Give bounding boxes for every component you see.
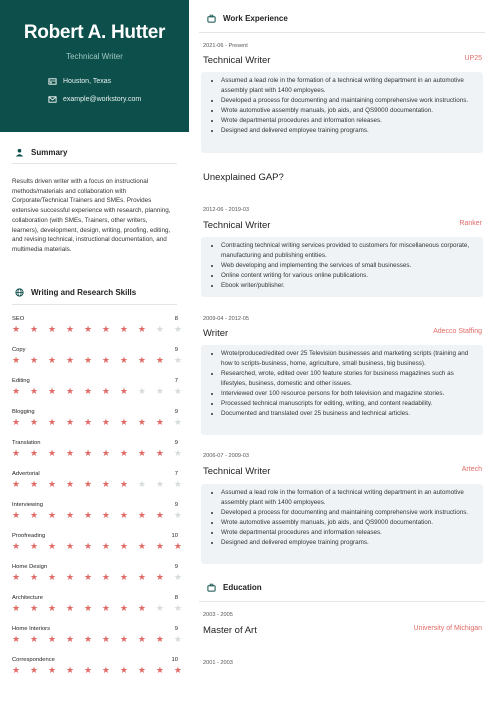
star-icon: ★ xyxy=(101,572,110,582)
skill-row xyxy=(12,440,182,471)
star-icon: ★ xyxy=(65,572,75,582)
skill-rating xyxy=(12,324,182,334)
star-icon: ★ xyxy=(155,386,164,396)
job-bullets xyxy=(201,345,483,435)
star-icon: ★ xyxy=(155,665,164,675)
star-icon: ★ xyxy=(101,386,110,396)
work-heading xyxy=(207,14,288,23)
star-icon: ★ xyxy=(65,665,75,675)
star-icon: ★ xyxy=(12,479,21,489)
skill-name: Architecture xyxy=(12,595,43,601)
star-icon: ★ xyxy=(101,634,110,644)
star-icon: ★ xyxy=(47,541,57,551)
job-bullet: • Researched, wrote, edited over 100 feature stories for business magazines such as lifestyles, business, domestic and other issues. xyxy=(221,369,475,389)
star-icon: ★ xyxy=(12,324,21,334)
star-icon: ★ xyxy=(155,417,164,427)
star-icon: ★ xyxy=(29,448,39,458)
star-icon: ★ xyxy=(173,510,182,520)
star-icon: ★ xyxy=(12,510,21,520)
job-bullet: • Interviewed over 100 resource persons for both television and magazine stories. xyxy=(221,389,475,399)
skill-level: 9 xyxy=(174,440,178,446)
star-icon: ★ xyxy=(119,417,128,427)
star-icon: ★ xyxy=(47,417,57,427)
skill-row xyxy=(12,626,182,657)
envelope-icon xyxy=(48,95,57,104)
skill-level: 9 xyxy=(174,626,178,632)
job-bullets xyxy=(201,484,483,564)
skills-divider xyxy=(12,304,177,305)
skill-rating xyxy=(12,603,182,613)
skill-row xyxy=(12,378,182,409)
star-icon: ★ xyxy=(29,665,39,675)
email-text[interactable]: example@workstory.com xyxy=(63,96,142,103)
star-icon: ★ xyxy=(47,448,57,458)
education-date: 2003 - 2005 xyxy=(203,612,233,618)
skill-row xyxy=(12,564,182,595)
star-icon: ★ xyxy=(119,634,128,644)
skill-rating xyxy=(12,417,182,427)
summary-heading xyxy=(15,148,67,157)
star-icon: ★ xyxy=(29,386,39,396)
star-icon: ★ xyxy=(83,417,93,427)
star-icon: ★ xyxy=(173,324,182,334)
star-icon: ★ xyxy=(119,572,128,582)
skill-rating xyxy=(12,572,182,582)
star-icon: ★ xyxy=(101,324,110,334)
skill-name: Correspondence xyxy=(12,657,55,663)
star-icon: ★ xyxy=(155,324,164,334)
job-date: 2009-04 - 2012-05 xyxy=(203,316,250,322)
star-icon: ★ xyxy=(173,355,182,365)
skills-heading-label: Writing and Research Skills xyxy=(31,288,137,297)
star-icon: ★ xyxy=(65,448,75,458)
star-icon: ★ xyxy=(101,448,110,458)
star-icon: ★ xyxy=(29,541,39,551)
summary-heading-label: Summary xyxy=(31,148,68,157)
star-icon: ★ xyxy=(83,665,93,675)
skill-rating xyxy=(12,355,182,365)
job-bullet: • Wrote departmental procedures and information releases. xyxy=(221,116,475,126)
skill-rating xyxy=(12,386,182,396)
skill-name: Translation xyxy=(12,440,41,446)
star-icon: ★ xyxy=(47,324,57,334)
star-icon: ★ xyxy=(12,572,21,582)
star-icon: ★ xyxy=(137,634,146,644)
job-company: Artech xyxy=(461,466,482,473)
star-icon: ★ xyxy=(83,479,93,489)
job-bullet: • Designed and delivered employee training programs. xyxy=(221,538,475,548)
star-icon: ★ xyxy=(101,479,110,489)
star-icon: ★ xyxy=(12,603,21,613)
star-icon: ★ xyxy=(119,665,128,675)
star-icon: ★ xyxy=(101,355,110,365)
star-icon: ★ xyxy=(65,386,75,396)
education-heading xyxy=(207,583,262,592)
summary-divider xyxy=(12,163,177,164)
star-icon: ★ xyxy=(173,417,182,427)
skill-level: 8 xyxy=(174,316,178,322)
star-icon: ★ xyxy=(155,634,164,644)
job-bullet: • Contracting technical writing services provided to customers for miscellaneous corporate, manufacturing and publishing entities. xyxy=(221,241,475,261)
star-icon: ★ xyxy=(101,665,110,675)
star-icon: ★ xyxy=(155,510,164,520)
star-icon: ★ xyxy=(29,479,39,489)
star-icon: ★ xyxy=(155,541,164,551)
star-icon: ★ xyxy=(65,603,75,613)
job-bullet: • Web developing and implementing the services of small businesses. xyxy=(221,261,475,271)
star-icon: ★ xyxy=(173,541,182,551)
star-icon: ★ xyxy=(101,603,110,613)
star-icon: ★ xyxy=(101,541,110,551)
education-date: 2001 - 2003 xyxy=(203,660,233,666)
star-icon: ★ xyxy=(65,634,75,644)
star-icon: ★ xyxy=(12,665,21,675)
star-icon: ★ xyxy=(65,479,75,489)
star-icon: ★ xyxy=(83,634,93,644)
star-icon: ★ xyxy=(65,510,75,520)
skill-name: Home Design xyxy=(12,564,48,570)
skill-row xyxy=(12,471,182,502)
skill-row xyxy=(12,657,182,688)
star-icon: ★ xyxy=(29,510,39,520)
building-icon xyxy=(48,77,57,86)
star-icon: ★ xyxy=(29,355,39,365)
star-icon: ★ xyxy=(47,634,57,644)
skill-name: Blogging xyxy=(12,409,35,415)
skill-level: 9 xyxy=(174,409,178,415)
star-icon: ★ xyxy=(137,417,146,427)
job-bullet: • Processed technical manuscripts for editing, writing, and content readability. xyxy=(221,399,475,409)
candidate-name: Robert A. Hutter xyxy=(23,22,166,43)
star-icon: ★ xyxy=(83,386,93,396)
star-icon: ★ xyxy=(137,572,146,582)
job-bullet: • Wrote automotive assembly manuals, job aids, and QS9000 documentation. xyxy=(221,106,475,116)
skill-level: 10 xyxy=(171,533,178,539)
star-icon: ★ xyxy=(47,355,57,365)
star-icon: ★ xyxy=(83,448,93,458)
job-role: Technical Writer xyxy=(203,220,271,231)
sidebar xyxy=(0,0,189,702)
star-icon: ★ xyxy=(155,448,164,458)
star-icon: ★ xyxy=(12,448,21,458)
skill-level: 9 xyxy=(174,347,178,353)
contact-email[interactable] xyxy=(48,95,189,104)
star-icon: ★ xyxy=(173,479,182,489)
skill-rating xyxy=(12,479,182,489)
skill-level: 10 xyxy=(171,657,178,663)
star-icon: ★ xyxy=(137,324,146,334)
briefcase-icon xyxy=(207,583,216,592)
star-icon: ★ xyxy=(47,603,57,613)
star-icon: ★ xyxy=(65,324,75,334)
skill-level: 9 xyxy=(174,564,178,570)
briefcase-icon xyxy=(207,14,216,23)
skill-rating xyxy=(12,665,182,675)
job-bullet: • Developed a process for documenting and maintaining comprehensive work instructions. xyxy=(221,96,475,106)
star-icon: ★ xyxy=(47,510,57,520)
star-icon: ★ xyxy=(137,448,146,458)
skill-rating xyxy=(12,510,182,520)
skill-level: 7 xyxy=(174,471,178,477)
star-icon: ★ xyxy=(137,510,146,520)
skill-row xyxy=(12,533,182,564)
gap-note: Unexplained GAP? xyxy=(203,172,284,183)
star-icon: ★ xyxy=(65,417,75,427)
skill-row xyxy=(12,595,182,626)
star-icon: ★ xyxy=(47,386,57,396)
skill-row xyxy=(12,502,182,533)
education-heading-label: Education xyxy=(223,583,262,592)
star-icon: ★ xyxy=(173,665,182,675)
star-icon: ★ xyxy=(65,541,75,551)
job-company: Adecco Staffing xyxy=(433,328,482,335)
star-icon: ★ xyxy=(155,603,164,613)
star-icon: ★ xyxy=(155,479,164,489)
star-icon: ★ xyxy=(29,324,39,334)
star-icon: ★ xyxy=(12,355,21,365)
job-bullet: • Online content writing for various online publications. xyxy=(221,271,475,281)
skills-list xyxy=(12,316,182,688)
star-icon: ★ xyxy=(29,603,39,613)
star-icon: ★ xyxy=(29,634,39,644)
star-icon: ★ xyxy=(83,355,93,365)
job-role: Writer xyxy=(203,328,229,339)
star-icon: ★ xyxy=(137,541,146,551)
job-bullet: • Documented and translated over 25 business and technical articles. xyxy=(221,409,475,419)
star-icon: ★ xyxy=(155,572,164,582)
skill-level: 8 xyxy=(174,595,178,601)
job-bullet: • Developed a process for documenting and maintaining comprehensive work instructions. xyxy=(221,508,475,518)
work-divider xyxy=(199,32,485,33)
star-icon: ★ xyxy=(101,417,110,427)
job-role: Technical Writer xyxy=(203,55,271,66)
job-bullet: • Wrote departmental procedures and information releases. xyxy=(221,528,475,538)
star-icon: ★ xyxy=(47,665,57,675)
star-icon: ★ xyxy=(137,665,146,675)
job-date: 2012-06 - 2019-03 xyxy=(203,207,250,213)
skill-row xyxy=(12,316,182,347)
skill-rating xyxy=(12,448,182,458)
skill-name: Home Interiors xyxy=(12,626,51,632)
star-icon: ★ xyxy=(12,386,21,396)
job-bullets xyxy=(201,237,483,297)
star-icon: ★ xyxy=(119,479,128,489)
star-icon: ★ xyxy=(83,510,93,520)
star-icon: ★ xyxy=(119,510,128,520)
star-icon: ★ xyxy=(173,572,182,582)
star-icon: ★ xyxy=(173,603,182,613)
job-bullets xyxy=(201,72,483,153)
job-bullet: • Assumed a lead role in the formation of a technical writing department in an automotive assembly plant with 1400 employees. xyxy=(221,76,475,96)
job-bullet: • Assumed a lead role in the formation of a technical writing department in an automotive assembly plant with 1400 employees. xyxy=(221,488,475,508)
job-company: Ranker xyxy=(459,220,482,227)
star-icon: ★ xyxy=(83,572,93,582)
star-icon: ★ xyxy=(119,448,128,458)
education-degree: Master of Art xyxy=(203,625,257,636)
job-date: 2021-06 - Present xyxy=(203,43,248,49)
skill-rating xyxy=(12,634,182,644)
skill-name: SEO xyxy=(12,316,25,322)
star-icon: ★ xyxy=(83,324,93,334)
job-date: 2006-07 - 2009-03 xyxy=(203,453,250,459)
star-icon: ★ xyxy=(83,541,93,551)
summary-text: Results driven writer with a focus on instructional methods/materials and collaboration with Corporate/Technical Trainers and SMEs. Provides extensive successful experience with research, planning, collaboration (with SMEs, Trainers, other writers, learners), development, design, writing, proofing, editing, and revising technical, instructional documentation, and multimedia materials. xyxy=(12,178,171,253)
star-icon: ★ xyxy=(119,541,128,551)
skill-row xyxy=(12,347,182,378)
work-heading-label: Work Experience xyxy=(223,14,288,23)
star-icon: ★ xyxy=(47,572,57,582)
skill-level: 9 xyxy=(174,502,178,508)
skill-level: 7 xyxy=(174,378,178,384)
skills-heading xyxy=(15,288,136,297)
star-icon: ★ xyxy=(137,355,146,365)
skill-name: Interviewing xyxy=(12,502,43,508)
star-icon: ★ xyxy=(12,541,21,551)
star-icon: ★ xyxy=(119,603,128,613)
job-company: UP25 xyxy=(464,55,482,62)
star-icon: ★ xyxy=(119,324,128,334)
location-text: Houston, Texas xyxy=(63,78,112,85)
star-icon: ★ xyxy=(12,634,21,644)
candidate-job-title: Technical Writer xyxy=(66,52,123,61)
globe-icon xyxy=(15,288,24,297)
person-icon xyxy=(15,148,24,157)
star-icon: ★ xyxy=(29,572,39,582)
profile-header xyxy=(0,0,189,132)
star-icon: ★ xyxy=(137,386,146,396)
job-bullet: • Wrote automotive assembly manuals, job aids, and QS9000 documentation. xyxy=(221,518,475,528)
job-bullet: • Wrote/produced/edited over 25 Television businesses and marketing scripts (training and how to scripts-business, home, agriculture, small business, big business). xyxy=(221,349,475,369)
star-icon: ★ xyxy=(137,603,146,613)
education-school: University of Michigan xyxy=(413,625,482,632)
star-icon: ★ xyxy=(101,510,110,520)
star-icon: ★ xyxy=(47,479,57,489)
star-icon: ★ xyxy=(119,386,128,396)
star-icon: ★ xyxy=(155,355,164,365)
contact-block xyxy=(0,77,189,104)
job-bullet: • Ebook writer/publisher. xyxy=(221,281,475,291)
skill-row xyxy=(12,409,182,440)
star-icon: ★ xyxy=(83,603,93,613)
star-icon: ★ xyxy=(137,479,146,489)
star-icon: ★ xyxy=(65,355,75,365)
star-icon: ★ xyxy=(173,448,182,458)
star-icon: ★ xyxy=(29,417,39,427)
star-icon: ★ xyxy=(173,386,182,396)
skill-name: Advertorial xyxy=(12,471,40,477)
contact-location xyxy=(48,77,189,86)
skill-name: Proofreading xyxy=(12,533,46,539)
star-icon: ★ xyxy=(12,417,21,427)
skill-rating xyxy=(12,541,182,551)
star-icon: ★ xyxy=(119,355,128,365)
job-bullet: • Designed and delivered employee training programs. xyxy=(221,126,475,136)
education-divider xyxy=(199,601,485,602)
star-icon: ★ xyxy=(173,634,182,644)
job-role: Technical Writer xyxy=(203,466,271,477)
skill-name: Copy xyxy=(12,347,26,353)
skill-name: Editing xyxy=(12,378,30,384)
